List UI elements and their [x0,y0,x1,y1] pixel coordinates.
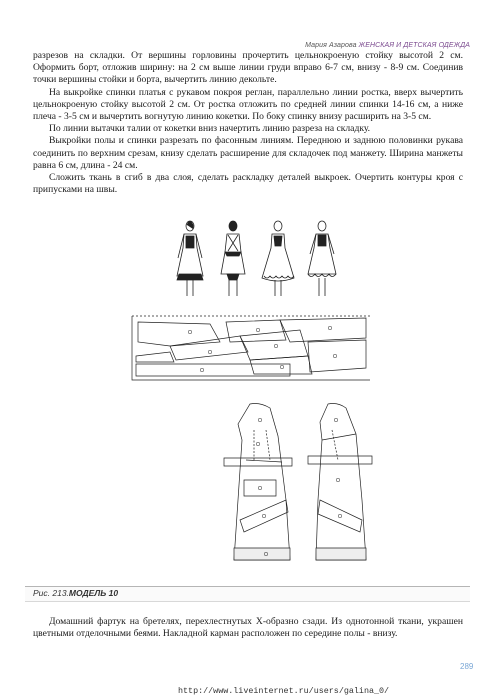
model-description: Домашний фартук на бретелях, перехлестнутых Х-образно сзади. Из однотонной ткани, украшен цветными отделочными беями. Накладной карман расположен по середине полы - внизу. [33,616,463,640]
header-author: Мария Азарова [305,42,357,49]
pattern-pieces-diagram [220,400,380,566]
figure-back-1 [221,221,245,296]
caption-model: МОДЕЛЬ 10 [68,588,119,598]
back-piece [308,404,372,561]
paragraph-1: разрезов на складки. От вершины горловины прочертить цельнокроеную стойку высотой 2 см. Оформить борт, отложив ширину: на 2 см выше линии груди вправо 6-7 см, внизу - 8-9 см. Соединив точки вершины стойки и борта, вычертить линию декольте. [33,50,463,86]
figure-front-2 [262,221,294,296]
body-text [33,50,463,196]
paragraph-2: На выкройке спинки платья с рукавом покроя реглан, параллельно линии ростка, вверх вычертить цельнокроеную стойку высотой 2 см. От ростка отложить по средней линии спинки 14-16 см, а ниже плеча - 3-5 см и вычертить вогнутую линию кокетки. По боку спинку внизу расширить на 3-5 см. [33,86,463,123]
running-header [260,42,470,49]
paragraph-4: Выкройки полы и спинки разрезать по фасонным линиям. Переднюю и заднюю половинки рукава соединить по верхним срезам, книзу сделать расширение для складочек под манжету. Ширина манжеты равна 6 см, длина - 24 см. [33,135,463,171]
front-piece [224,404,292,561]
figure-front-1 [177,221,203,296]
figure-front-3 [308,221,336,296]
footer-url: http://www.liveinternet.ru/users/galina_0/ [178,686,390,696]
caption-prefix: Рис. 213. [33,588,69,598]
header-book-title: ЖЕНСКАЯ И ДЕТСКАЯ ОДЕЖДА [358,42,470,49]
paragraph-5: Сложить ткань в сгиб в два слоя, сделать раскладку деталей выкроек. Очертить контуры кроя с припусками на швы. [33,172,463,196]
figure-caption [33,588,118,598]
pattern-layout-cutting-diagram [130,312,370,390]
page-number: 289 [460,662,474,671]
garment-illustrations [170,218,350,304]
paragraph-3: По линии вытачки талии от кокетки вниз начертить линию разреза на складку. [49,123,371,135]
